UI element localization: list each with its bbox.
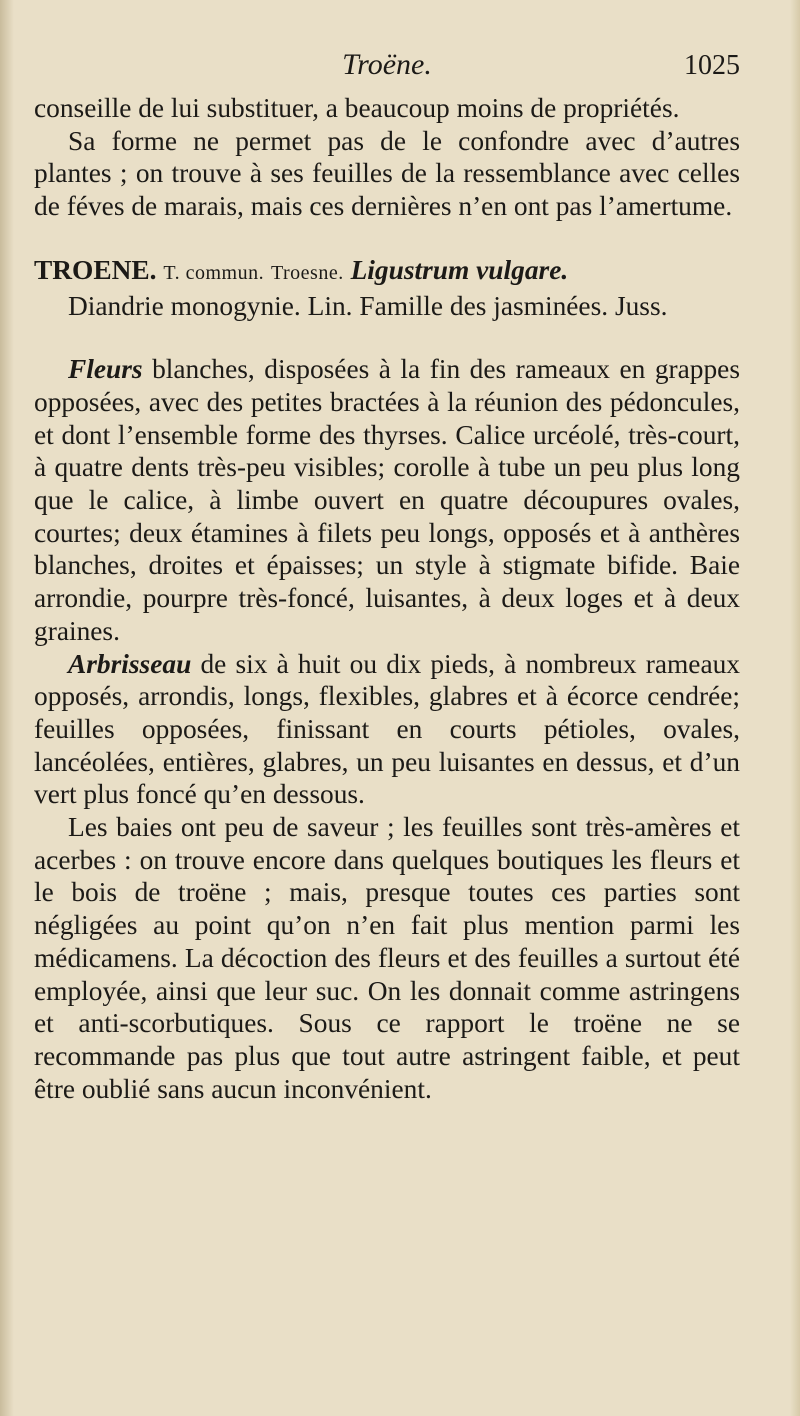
term-fleurs: Fleurs bbox=[68, 354, 143, 385]
entry-heading bbox=[34, 254, 740, 322]
paragraph-flowers bbox=[34, 353, 740, 647]
page-right-edge bbox=[790, 0, 800, 1416]
paragraph-comparison: Sa forme ne permet pas de le confondre avec d’autres plantes ; on trouve à ses feuilles de la ressemblance avec celles de féves de marais, mais ces dernières n’en ont pas l’amertume. bbox=[34, 125, 740, 222]
running-title: Troëne. bbox=[342, 48, 432, 81]
paragraph-uses: Les baies ont peu de saveur ; les feuilles sont très-amères et acerbes : on trouve encore dans quelques boutiques les fleurs et le bois de troëne ; mais, presque toutes ces parties sont négligées au point qu’on n’en fait plus mention parmi les médicamens. La décoction des fleurs et des feuilles a surtout été employée, ainsi que leur suc. On les donnait comme astringens et anti-scorbutiques. Sous ce rapport le troëne ne se recommande pas plus que tout autre astringent faible, et peut être oublié sans aucun inconvénient. bbox=[34, 812, 740, 1104]
term-arbrisseau: Arbrisseau bbox=[68, 648, 192, 679]
page-body bbox=[34, 92, 740, 1105]
page-binding-edge bbox=[0, 0, 14, 1416]
paragraph-continuation: conseille de lui substituer, a beaucoup moins de propriétés. bbox=[34, 93, 680, 123]
running-head bbox=[34, 46, 740, 86]
flowers-description: blanches, disposées à la fin des rameaux en grappes opposées, avec des petites bractées à la réunion des pédoncules, et dont l’ensemble forme des thyrses. Calice urcéolé, très-court, à quatre dents très-peu visibles; corolle à tube un peu plus long que le calice, à limbe ouvert en quatre découpures ovales, courtes; deux étamines à filets peu longs, opposés et à anthères blanches, droites et épaisses; un style à stigmate bifide. Baie arrondie, pourpre très-foncé, luisantes, à deux loges et à deux graines. bbox=[34, 354, 740, 646]
entry-variant-old: Troesne. bbox=[270, 261, 344, 284]
page-number: 1025 bbox=[684, 50, 740, 81]
entry-latin-name: Ligustrum vulgare. bbox=[350, 254, 569, 285]
entry-title-line bbox=[34, 254, 740, 290]
shrub-description: de six à huit ou dix pieds, à nombreux rameaux opposés, arrondis, longs, flexibles, glabres et à écorce cendrée; feuilles opposées, finissant en courts pétioles, ovales, lancéolées, entières, glabres, un peu luisantes en dessus, et d’un vert plus foncé qu’en dessous. bbox=[34, 648, 740, 810]
entry-head-word: TROENE. bbox=[34, 254, 157, 285]
entry-classification: Diandrie monogynie. Lin. Famille des jasminées. Juss. bbox=[68, 290, 668, 321]
paragraph-shrub bbox=[34, 648, 740, 812]
entry-variant-common: T. commun. bbox=[163, 261, 265, 284]
